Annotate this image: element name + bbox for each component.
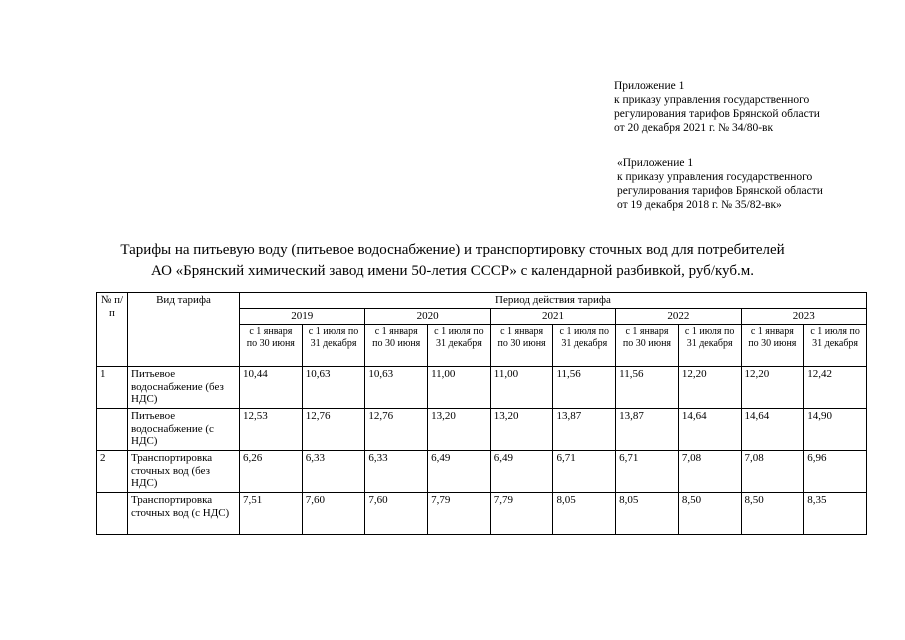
tariff-value: 11,56 — [553, 367, 616, 409]
title-line-2: АО «Брянский химический завод имени 50-летия СССР» с календарной разбивкой, руб/куб.м. — [151, 263, 754, 279]
tariff-value: 7,79 — [428, 493, 491, 535]
appendix-line: «Приложение 1 — [617, 157, 694, 169]
tariff-type-cell: Транспортировка сточных вод (без НДС) — [128, 451, 240, 493]
row-number — [97, 409, 128, 451]
tariff-value: 12,42 — [804, 367, 867, 409]
tariff-value: 8,50 — [678, 493, 741, 535]
appendix-line: регулирования тарифов Брянской области — [617, 185, 823, 197]
header-second-half: с 1 июля по 31 декабря — [804, 325, 867, 367]
tariff-value: 12,20 — [741, 367, 804, 409]
appendix-line: от 20 декабря 2021 г. № 34/80-вк — [614, 122, 774, 134]
tariff-type-cell: Питьевое водоснабжение (без НДС) — [128, 367, 240, 409]
tariff-value: 14,64 — [741, 409, 804, 451]
tariff-value: 11,00 — [490, 367, 553, 409]
tariff-value: 10,63 — [302, 367, 365, 409]
header-second-half: с 1 июля по 31 декабря — [553, 325, 616, 367]
tariff-value: 13,20 — [490, 409, 553, 451]
header-row-number: № п/п — [97, 293, 128, 367]
tariff-value: 7,60 — [365, 493, 428, 535]
title-line-1: Тарифы на питьевую воду (питьевое водоснабжение) и транспортировку сточных вод для потребителей — [120, 242, 785, 258]
header-second-half: с 1 июля по 31 декабря — [428, 325, 491, 367]
tariff-value: 8,05 — [616, 493, 679, 535]
tariff-value: 7,60 — [302, 493, 365, 535]
tariff-value: 13,87 — [616, 409, 679, 451]
appendix-line: Приложение 1 — [614, 80, 685, 92]
header-year: 2019 — [240, 309, 365, 325]
tariff-value: 6,71 — [553, 451, 616, 493]
header-first-half: с 1 января по 30 июня — [616, 325, 679, 367]
tariff-value: 12,53 — [240, 409, 303, 451]
table-row — [97, 451, 867, 493]
tariff-value: 13,87 — [553, 409, 616, 451]
table-row — [97, 367, 867, 409]
tariff-value: 7,51 — [240, 493, 303, 535]
tariff-value: 11,00 — [428, 367, 491, 409]
tariff-value: 10,63 — [365, 367, 428, 409]
appendix-line: к приказу управления государственного — [614, 94, 810, 106]
appendix-current-order — [614, 79, 820, 135]
tariff-value: 8,35 — [804, 493, 867, 535]
header-first-half: с 1 января по 30 июня — [240, 325, 303, 367]
tariff-value: 12,20 — [678, 367, 741, 409]
tariff-value: 12,76 — [365, 409, 428, 451]
tariff-value: 6,71 — [616, 451, 679, 493]
tariff-value: 6,33 — [302, 451, 365, 493]
row-number: 1 — [97, 367, 128, 409]
tariff-value: 6,33 — [365, 451, 428, 493]
tariff-type-cell: Питьевое водоснабжение (с НДС) — [128, 409, 240, 451]
tariff-value: 10,44 — [240, 367, 303, 409]
header-first-half: с 1 января по 30 июня — [490, 325, 553, 367]
tariff-value: 11,56 — [616, 367, 679, 409]
tariff-value: 7,79 — [490, 493, 553, 535]
tariff-type-cell: Транспортировка сточных вод (с НДС) — [128, 493, 240, 535]
header-year: 2022 — [616, 309, 741, 325]
document-title — [40, 240, 865, 282]
tariff-value: 14,64 — [678, 409, 741, 451]
header-year: 2021 — [490, 309, 615, 325]
appendix-line: к приказу управления государственного — [617, 171, 813, 183]
tariff-value: 12,76 — [302, 409, 365, 451]
row-number — [97, 493, 128, 535]
tariff-value: 13,20 — [428, 409, 491, 451]
header-tariff-type: Вид тарифа — [128, 293, 240, 367]
tariff-table — [96, 292, 867, 535]
tariff-value: 8,05 — [553, 493, 616, 535]
header-second-half: с 1 июля по 31 декабря — [678, 325, 741, 367]
table-row — [97, 409, 867, 451]
appendix-previous-order — [617, 156, 823, 212]
header-year: 2020 — [365, 309, 490, 325]
tariff-value: 8,50 — [741, 493, 804, 535]
header-second-half: с 1 июля по 31 декабря — [302, 325, 365, 367]
header-tariff-period: Период действия тарифа — [240, 293, 867, 309]
tariff-value: 7,08 — [741, 451, 804, 493]
tariff-value: 7,08 — [678, 451, 741, 493]
table-row — [97, 493, 867, 535]
row-number: 2 — [97, 451, 128, 493]
header-first-half: с 1 января по 30 июня — [365, 325, 428, 367]
tariff-value: 6,49 — [428, 451, 491, 493]
tariff-value: 6,96 — [804, 451, 867, 493]
header-first-half: с 1 января по 30 июня — [741, 325, 804, 367]
tariff-value: 6,49 — [490, 451, 553, 493]
appendix-line: от 19 декабря 2018 г. № 35/82-вк» — [617, 199, 782, 211]
tariff-value: 14,90 — [804, 409, 867, 451]
appendix-line: регулирования тарифов Брянской области — [614, 108, 820, 120]
tariff-value: 6,26 — [240, 451, 303, 493]
header-year: 2023 — [741, 309, 867, 325]
